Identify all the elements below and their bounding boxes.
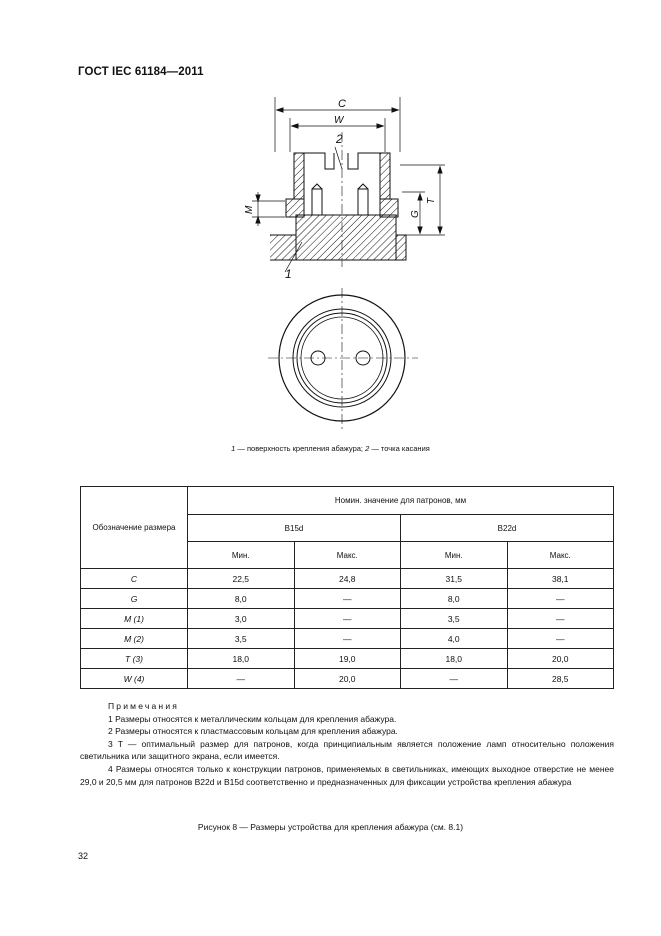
plan-view [268, 288, 418, 432]
page-number: 32 [78, 851, 89, 861]
note-item: 4 Размеры относятся только к конструкции патронов, применяемых в светильниках, имеющих выходное отверстие не менее 29,0 и 20,5 мм для патронов B22d и B15d соответственно и предназначенных для фиксации устройства крепления абажура [80, 763, 614, 787]
figure-caption: Рисунок 8 — Размеры устройства для крепления абажура (см. 8.1) [197, 822, 464, 832]
label-c: C [338, 98, 346, 110]
document-header: ГОСТ IEC 61184—2011 [78, 66, 204, 78]
table-row: G 8,0 — 8,0 — [81, 589, 614, 609]
note-item: 3 T — оптимальный размер для патронов, когда принципиальным является положение ламп относительно положения светильника или защитного экрана, если имеется. [80, 738, 614, 762]
table-row: M (1) 3,0 — 3,5 — [81, 609, 614, 629]
notes-block [80, 700, 614, 788]
header-max: Макс. [507, 542, 614, 569]
label-g: G [410, 210, 421, 218]
table-row: M (2) 3,5 — 4,0 — [81, 629, 614, 649]
header-b15d: B15d [188, 515, 401, 542]
technical-drawing [230, 92, 460, 437]
header-param: Обозначение размера [81, 487, 188, 569]
section-view [252, 97, 445, 272]
ring-right [380, 199, 398, 217]
label-t: T [426, 197, 437, 204]
header-min: Мин. [188, 542, 295, 569]
label-mark-2: 2 [336, 132, 343, 146]
table-row: W (4) — 20,0 — 28,5 [81, 669, 614, 689]
figure-legend: 1 — поверхность крепления абажура; 2 — точка касания [231, 444, 430, 453]
dimensions-table [80, 486, 614, 689]
label-m: M [244, 205, 255, 214]
notes-title: Примечания [108, 701, 180, 711]
holder-body [296, 215, 396, 260]
rim-left-wall [294, 153, 304, 199]
rim-right-wall [380, 153, 390, 199]
header-min: Мин. [401, 542, 508, 569]
header-b22d: B22d [401, 515, 614, 542]
label-w: W [334, 115, 344, 126]
header-group: Номин. значение для патронов, мм [188, 487, 614, 515]
table-row: T (3) 18,0 19,0 18,0 20,0 [81, 649, 614, 669]
table-row: C 22,5 24,8 31,5 38,1 [81, 569, 614, 589]
ring-left [286, 199, 304, 217]
header-max: Макс. [294, 542, 401, 569]
note-item: 1 Размеры относятся к металлическим кольцам для крепления абажура. [108, 713, 397, 724]
label-mark-1: 1 [285, 267, 292, 281]
note-item: 2 Размеры относятся к пластмассовым кольцам для крепления абажура. [108, 726, 398, 737]
